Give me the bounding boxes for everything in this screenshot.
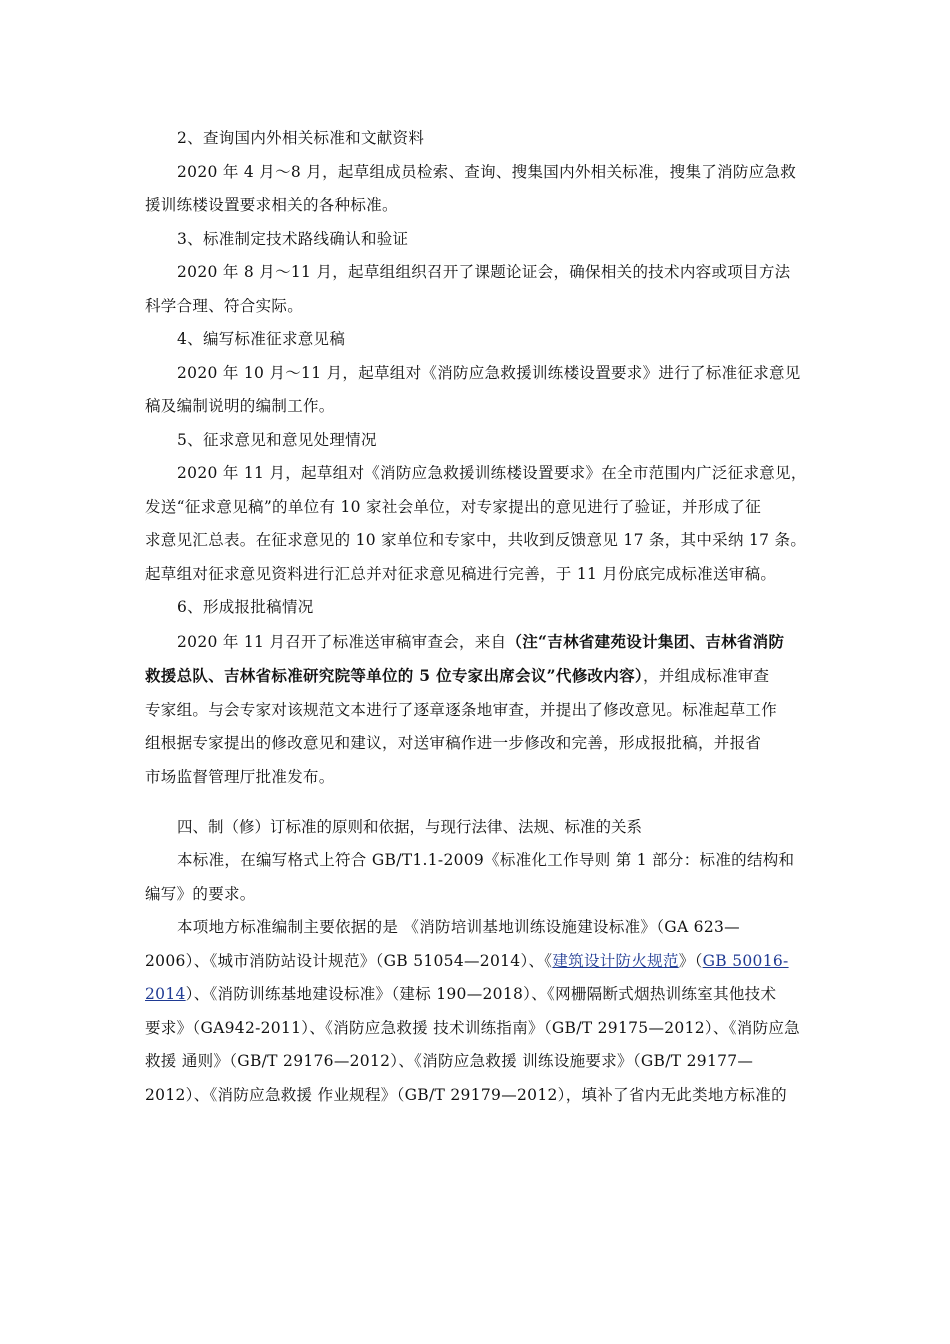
item-6-line-4: 组根据专家提出的修改意见和建议，对送审稿作进一步修改和完善，形成报批稿，并报省 [145, 734, 762, 752]
section-4-p2-line-4: 要求》（GA942-2011）、《消防应急救援 技术训练指南》（GB/T 29175—2012）、《消防应急 [145, 1018, 800, 1037]
item-2-line-1: 2020 年 4 月～8 月，起草组成员检索、查询、搜集国内外相关标准，搜集了消防应急救 [177, 162, 797, 181]
item-5-line-3: 求意见汇总表。在征求意见的 10 家单位和专家中，共收到反馈意见 17 条，其中采纳 17 条。 [145, 531, 807, 549]
section-4-p2-line-2-text-b: 》（ [678, 951, 703, 970]
item-5-line-4: 起草组对征求意见资料进行汇总并对征求意见稿进行完善，于 11 月份底完成标准送审稿。 [145, 564, 777, 583]
item-6-line-2 [145, 659, 813, 694]
document-page [145, 122, 813, 1112]
item-6-note-part-1: （注“吉林省建苑设计集团、吉林省消防 [506, 631, 785, 651]
item-2-line-2: 援训练楼设置要求相关的各种标准。 [145, 196, 398, 214]
section-4-p2-line-5: 救援 通则》（GB/T 29176—2012）、《消防应急救援 训练设施要求》（GB/T 29177— [145, 1052, 754, 1070]
section-4-title: 四、制（修）订标准的原则和依据，与现行法律、法规、标准的关系 [177, 818, 643, 836]
item-6-line-1 [145, 625, 813, 660]
section-4-p2-line-3 [145, 978, 813, 1012]
section-4-p2-line-2 [145, 945, 813, 979]
item-5-line-1: 2020 年 11 月，起草组对《消防应急救援训练楼设置要求》在全市范围内广泛征求意见， [177, 464, 807, 482]
item-6-line-5: 市场监督管理厅批准发布。 [145, 767, 335, 786]
fire-code-link[interactable]: 建筑设计防火规范 [552, 951, 679, 970]
item-6-line-2-text: ，并组成标准审查 [642, 667, 770, 685]
item-6-note-part-2: 救援总队、吉林省标准研究院等单位的 5 位专家出席会议”代修改内容） [145, 666, 643, 685]
item-6-line-1-text: 2020 年 11 月召开了标准送审稿审查会，来自 [177, 632, 507, 651]
section-4-p2-line-3-text: ）、《消防训练基地建设标准》（建标 190—2018）、《网栅隔断式烟热训练室其他技术 [185, 985, 777, 1003]
item-4-heading: 4、编写标准征求意见稿 [177, 330, 346, 348]
item-3-line-2: 科学合理、符合实际。 [145, 296, 304, 315]
item-3-line-1: 2020 年 8 月～11 月，起草组组织召开了课题论证会，确保相关的技术内容或项目方法 [177, 263, 791, 281]
gb50016-year-link[interactable]: 2014 [145, 985, 186, 1003]
item-4-line-2: 稿及编制说明的编制工作。 [145, 397, 335, 415]
item-2-heading: 2、查询国内外相关标准和文献资料 [177, 129, 425, 147]
item-4-line-1: 2020 年 10 月～11 月，起草组对《消防应急救援训练楼设置要求》进行了标准征求意见 [177, 363, 801, 382]
section-4-p2-line-6: 2012）、《消防应急救援 作业规程》（GB/T 29179—2012），填补了省内无此类地方标准的 [145, 1085, 787, 1104]
section-4-p2-line-1: 本项地方标准编制主要依据的是 《消防培训基地训练设施建设标准》（GA 623— [177, 918, 740, 936]
section-4-p2-line-2-text-a: 2006）、《城市消防站设计规范》（GB 51054—2014）、《 [145, 951, 553, 970]
item-6-heading: 6、形成报批稿情况 [177, 598, 314, 616]
item-5-line-2: 发送“征求意见稿”的单位有 10 家社会单位，对专家提出的意见进行了验证，并形成了征 [145, 497, 762, 516]
section-4-p1-line-1: 本标准，在编写格式上符合 GB/T1.1-2009《标准化工作导则 第 1 部分：标准的结构和 [177, 851, 795, 869]
gb50016-link[interactable]: GB 50016- [702, 951, 789, 970]
item-5-heading: 5、征求意见和意见处理情况 [177, 430, 377, 449]
section-4-p1-line-2: 编写》的要求。 [145, 884, 256, 903]
item-6-line-3: 专家组。与会专家对该规范文本进行了逐章逐条地审查，并提出了修改意见。标准起草工作 [145, 700, 778, 719]
item-3-heading: 3、标准制定技术路线确认和验证 [177, 229, 409, 248]
